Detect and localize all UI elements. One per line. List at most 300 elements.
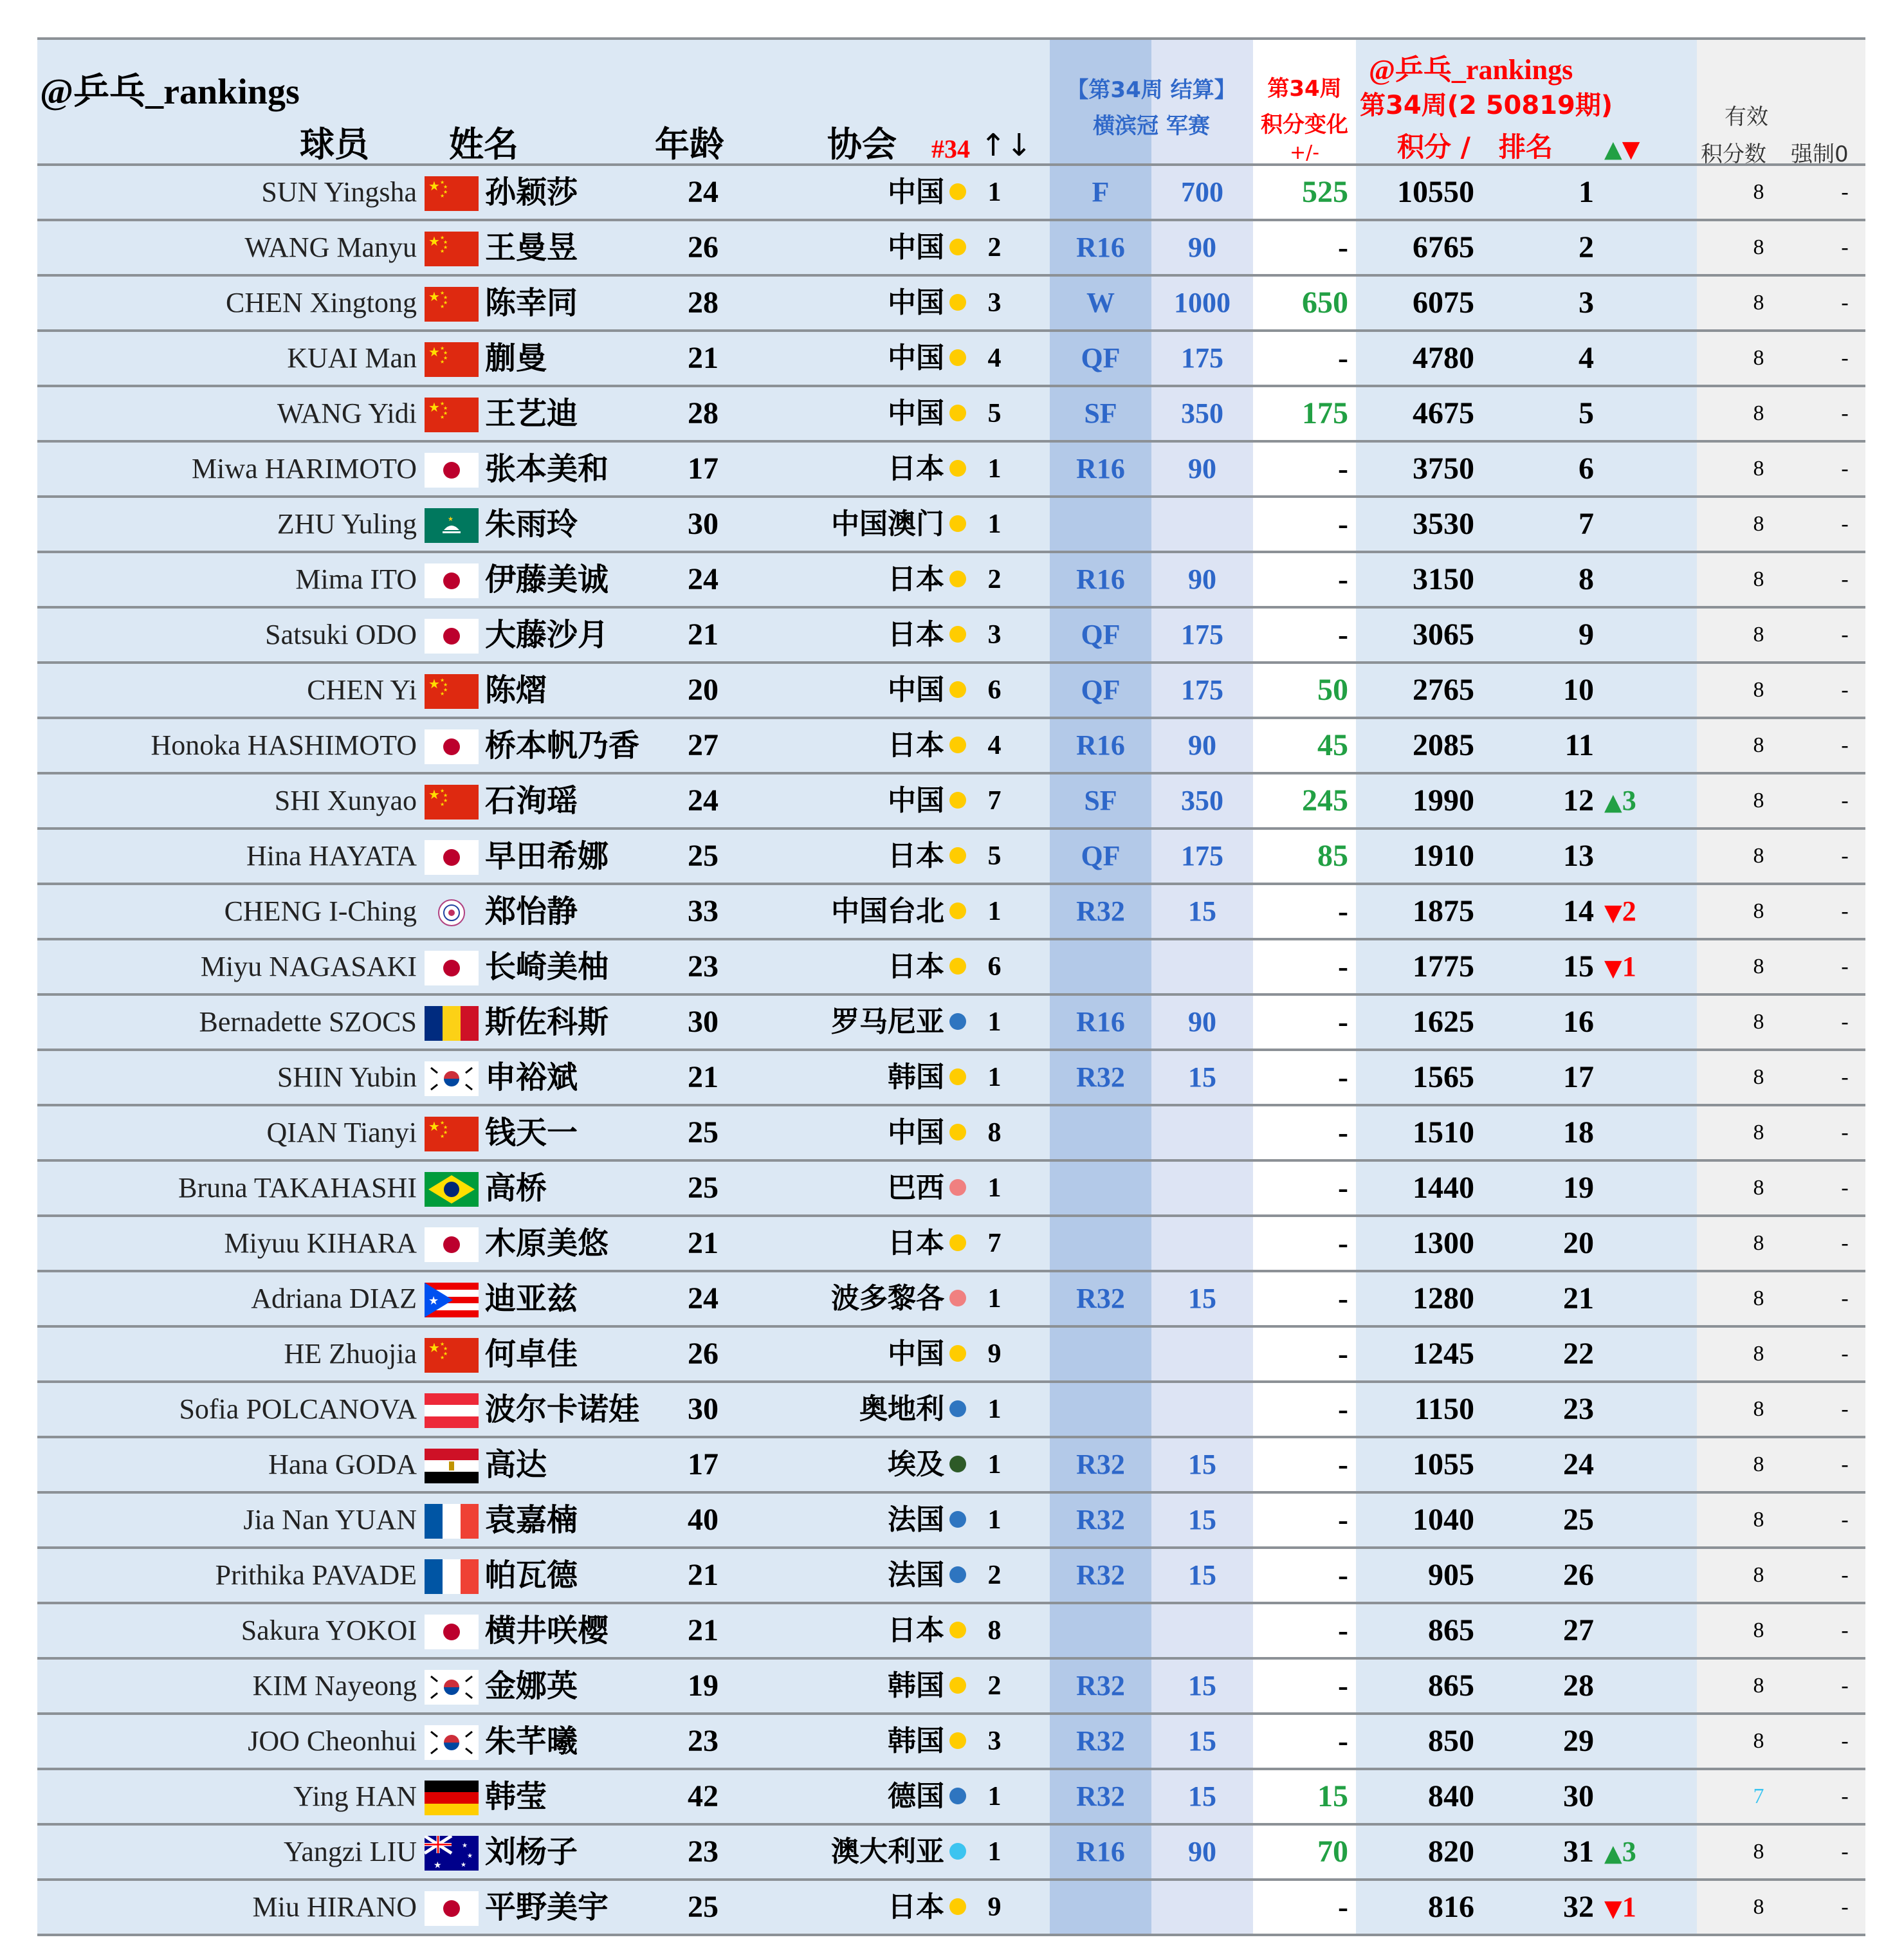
header-handle: @乒乓_rankings xyxy=(40,72,300,112)
event-round: R16 xyxy=(1076,232,1125,263)
valid-points-count: 8 xyxy=(1753,1287,1764,1310)
total-points: 10550 xyxy=(1397,175,1474,209)
header-association: 协会 xyxy=(827,124,897,165)
total-points: 1625 xyxy=(1413,1005,1474,1039)
association xyxy=(888,1715,966,1768)
svg-text:★: ★ xyxy=(428,178,440,194)
event-round xyxy=(1050,1604,1151,1657)
association-rank: 1 xyxy=(987,1395,1002,1424)
table-row xyxy=(37,1383,1865,1438)
continent-dot-icon xyxy=(949,847,966,864)
player-english-name: Bruna TAKAHASHI xyxy=(178,1172,417,1204)
event-round: QF xyxy=(1081,342,1121,374)
event-points xyxy=(1151,1328,1253,1380)
valid-points-count: 8 xyxy=(1753,1840,1764,1864)
player-age: 20 xyxy=(688,673,719,707)
rank-movement xyxy=(1604,1881,1636,1934)
association-rank: 4 xyxy=(987,731,1002,760)
svg-text:★: ★ xyxy=(428,344,440,360)
world-rank: 27 xyxy=(1563,1613,1594,1647)
player-age: 21 xyxy=(688,1060,719,1094)
total-points: 1040 xyxy=(1413,1503,1474,1537)
valid-points-count: 8 xyxy=(1753,1674,1764,1698)
total-points: 2765 xyxy=(1413,673,1474,707)
valid-points-count: 8 xyxy=(1753,401,1764,425)
svg-text:★: ★ xyxy=(440,414,445,420)
association-rank: 6 xyxy=(987,675,1002,705)
player-english-name: Miwa HARIMOTO xyxy=(192,453,417,484)
total-points: 6765 xyxy=(1413,230,1474,264)
event-round: R32 xyxy=(1076,1725,1125,1757)
player-chinese-name: 蒯曼 xyxy=(485,340,547,376)
table-row xyxy=(37,1438,1865,1494)
player-age: 26 xyxy=(688,1337,719,1371)
player-age: 24 xyxy=(688,783,719,818)
player-chinese-name: 横井咲樱 xyxy=(485,1613,609,1649)
valid-points-count: 8 xyxy=(1753,1176,1764,1200)
svg-text:★: ★ xyxy=(443,1351,448,1357)
svg-text:★: ★ xyxy=(440,193,445,199)
header-updown-icon xyxy=(1604,136,1640,163)
forced-zero: - xyxy=(1841,235,1849,259)
world-rank: 2 xyxy=(1579,230,1594,264)
event-points xyxy=(1151,1881,1253,1934)
table-header xyxy=(37,37,1865,166)
up-arrow-icon: ▲ xyxy=(1604,136,1622,163)
world-rank: 4 xyxy=(1579,341,1594,375)
total-points: 3530 xyxy=(1413,507,1474,541)
event-round: SF xyxy=(1084,398,1117,429)
player-age: 19 xyxy=(688,1669,719,1703)
world-rank: 1 xyxy=(1579,175,1594,209)
association-name: 中国澳门 xyxy=(831,508,944,540)
player-english-name: KUAI Man xyxy=(287,342,417,374)
continent-dot-icon xyxy=(949,1013,966,1030)
player-chinese-name: 韩莹 xyxy=(485,1779,547,1815)
world-rank: 19 xyxy=(1563,1171,1594,1205)
event-round xyxy=(1050,1328,1151,1380)
header-valid-line1: 有效 xyxy=(1725,104,1768,130)
forced-zero: - xyxy=(1841,1397,1849,1421)
table-row xyxy=(37,1604,1865,1660)
svg-text:★: ★ xyxy=(440,1120,445,1126)
svg-text:★: ★ xyxy=(462,1842,468,1849)
svg-text:★: ★ xyxy=(443,410,448,416)
japan-flag-icon xyxy=(425,729,479,764)
continent-dot-icon xyxy=(949,1456,966,1472)
valid-points-count: 8 xyxy=(1753,733,1764,757)
association xyxy=(888,940,966,993)
event-points: 15 xyxy=(1188,1781,1216,1812)
player-age: 17 xyxy=(688,452,719,486)
japan-flag-icon xyxy=(425,1891,479,1926)
macau-flag-icon xyxy=(425,508,479,543)
association-rank: 1 xyxy=(987,1837,1002,1867)
continent-dot-icon xyxy=(949,1290,966,1306)
association xyxy=(888,1438,966,1491)
points-change: - xyxy=(1338,1613,1348,1647)
event-round: QF xyxy=(1081,840,1121,872)
association xyxy=(831,996,966,1049)
valid-points-count: 8 xyxy=(1753,1010,1764,1034)
association-rank: 2 xyxy=(987,1561,1002,1590)
player-chinese-name: 孙颖莎 xyxy=(485,174,578,210)
points-change: - xyxy=(1338,230,1348,264)
association xyxy=(888,1770,966,1823)
player-age: 21 xyxy=(688,1226,719,1260)
forced-zero: - xyxy=(1841,512,1849,536)
header-forced-zero: 强制0 xyxy=(1791,142,1849,167)
svg-text:★: ★ xyxy=(443,239,448,245)
forced-zero: - xyxy=(1841,1121,1849,1144)
association-name: 中国 xyxy=(888,342,944,374)
china-flag-icon xyxy=(425,287,479,322)
player-age: 30 xyxy=(688,1392,719,1426)
points-change: - xyxy=(1338,618,1348,652)
world-rank: 20 xyxy=(1563,1226,1594,1260)
association-rank: 1 xyxy=(987,1450,1002,1479)
event-round: R32 xyxy=(1076,895,1125,927)
header-change-line3: +/- xyxy=(1289,142,1320,164)
france-flag-icon xyxy=(425,1504,479,1539)
total-points: 1280 xyxy=(1413,1281,1474,1315)
table-row xyxy=(37,996,1865,1051)
association-rank: 8 xyxy=(987,1118,1002,1148)
event-round: R16 xyxy=(1076,453,1125,484)
association-name: 韩国 xyxy=(888,1669,944,1702)
rank-movement-value: 1 xyxy=(1622,951,1636,982)
puertorico-flag-icon xyxy=(425,1283,479,1317)
total-points: 1565 xyxy=(1413,1060,1474,1094)
player-age: 24 xyxy=(688,1281,719,1315)
player-english-name: Prithika PAVADE xyxy=(215,1559,417,1591)
event-round: R32 xyxy=(1076,1449,1125,1480)
table-row xyxy=(37,332,1865,387)
association-rank: 1 xyxy=(987,1505,1002,1535)
table-row xyxy=(37,387,1865,443)
association-name: 奥地利 xyxy=(859,1393,944,1425)
svg-text:★: ★ xyxy=(443,682,448,688)
association-name: 中国 xyxy=(888,673,944,706)
table-row xyxy=(37,774,1865,830)
brazil-flag-icon xyxy=(425,1172,479,1207)
table-row xyxy=(37,1715,1865,1770)
valid-points-count: 8 xyxy=(1753,789,1764,812)
association xyxy=(888,1328,966,1380)
forced-zero: - xyxy=(1841,1563,1849,1587)
association-rank: 1 xyxy=(987,897,1002,926)
svg-text:★: ★ xyxy=(440,290,445,296)
player-english-name: SHI Xunyao xyxy=(274,785,417,816)
header-assoc-rank: #34 xyxy=(931,134,970,163)
japan-flag-icon xyxy=(425,1615,479,1649)
event-round: R16 xyxy=(1076,563,1125,595)
association-rank: 1 xyxy=(987,1284,1002,1314)
association-rank: 3 xyxy=(987,288,1002,318)
header-ranking-period: 第34周(2 50819期) xyxy=(1360,91,1613,120)
points-change: - xyxy=(1338,1115,1348,1149)
total-points: 1245 xyxy=(1413,1337,1474,1371)
association-name: 日本 xyxy=(888,839,944,872)
event-points xyxy=(1151,1162,1253,1214)
forced-zero: - xyxy=(1841,1895,1849,1919)
association-rank: 1 xyxy=(987,1007,1002,1037)
continent-dot-icon xyxy=(949,792,966,809)
player-age: 28 xyxy=(688,286,719,320)
association xyxy=(888,277,966,329)
forced-zero: - xyxy=(1841,291,1849,315)
china-flag-icon xyxy=(425,1338,479,1373)
player-chinese-name: 袁嘉楠 xyxy=(485,1502,578,1538)
association xyxy=(888,1051,966,1104)
points-change: - xyxy=(1338,1890,1348,1924)
rank-movement xyxy=(1604,774,1636,827)
player-english-name: Satsuki ODO xyxy=(265,619,417,650)
forced-zero: - xyxy=(1841,733,1849,757)
forced-zero: - xyxy=(1841,1674,1849,1698)
table-row xyxy=(37,1660,1865,1715)
event-points: 175 xyxy=(1181,674,1223,706)
table-row xyxy=(37,1162,1865,1217)
points-change: 50 xyxy=(1317,673,1348,707)
continent-dot-icon xyxy=(949,515,966,532)
association-name: 日本 xyxy=(888,563,944,596)
table-row xyxy=(37,885,1865,940)
world-rank: 8 xyxy=(1579,562,1594,596)
event-points: 15 xyxy=(1188,1670,1216,1701)
continent-dot-icon xyxy=(949,1677,966,1694)
world-rank: 6 xyxy=(1579,452,1594,486)
player-age: 23 xyxy=(688,1724,719,1758)
player-chinese-name: 陈熠 xyxy=(485,672,547,708)
valid-points-count: 8 xyxy=(1753,180,1764,204)
egypt-flag-icon xyxy=(425,1449,479,1483)
header-event-line1: 【第34周 结算】 xyxy=(1066,77,1236,103)
svg-text:★: ★ xyxy=(428,1119,440,1134)
svg-text:★: ★ xyxy=(443,792,448,798)
korea-flag-icon xyxy=(425,1061,479,1096)
svg-text:★: ★ xyxy=(440,1133,445,1139)
player-english-name: CHEN Xingtong xyxy=(226,287,417,318)
event-points: 90 xyxy=(1188,1836,1216,1867)
event-points: 90 xyxy=(1188,232,1216,263)
player-english-name: WANG Manyu xyxy=(244,232,417,263)
continent-dot-icon xyxy=(949,1566,966,1583)
association-rank: 1 xyxy=(987,1782,1002,1811)
svg-text:★: ★ xyxy=(434,1860,442,1871)
world-rank: 12 xyxy=(1563,783,1594,818)
association xyxy=(888,332,966,385)
player-english-name: QIAN Tianyi xyxy=(266,1117,417,1148)
ranking-table xyxy=(37,37,1865,1935)
points-change: - xyxy=(1338,1447,1348,1481)
event-points: 700 xyxy=(1181,176,1223,208)
svg-text:★: ★ xyxy=(443,189,448,195)
down-arrow-icon: ▼ xyxy=(1622,136,1640,163)
player-chinese-name: 斯佐科斯 xyxy=(485,1004,609,1040)
svg-text:★: ★ xyxy=(440,345,445,351)
player-english-name: Sofia POLCANOVA xyxy=(179,1393,417,1425)
svg-text:★: ★ xyxy=(443,244,448,250)
player-chinese-name: 刘杨子 xyxy=(485,1834,578,1870)
association-rank: 9 xyxy=(987,1892,1002,1922)
header-event-line2: 横滨冠 军赛 xyxy=(1093,113,1210,139)
player-age: 28 xyxy=(688,396,719,430)
association-name: 澳大利亚 xyxy=(831,1835,944,1868)
germany-flag-icon xyxy=(425,1781,479,1815)
player-chinese-name: 朱芊曦 xyxy=(485,1723,578,1759)
player-chinese-name: 王曼昱 xyxy=(485,230,578,266)
event-points: 15 xyxy=(1188,1449,1216,1480)
forced-zero: - xyxy=(1841,789,1849,812)
association-name: 日本 xyxy=(888,950,944,983)
world-rank: 32 xyxy=(1563,1890,1594,1924)
valid-points-count: 8 xyxy=(1753,1729,1764,1753)
continent-dot-icon xyxy=(949,1788,966,1804)
event-points: 15 xyxy=(1188,1283,1216,1314)
total-points: 1055 xyxy=(1413,1447,1474,1481)
event-points xyxy=(1151,1106,1253,1159)
association-rank: 1 xyxy=(987,454,1002,484)
svg-text:★: ★ xyxy=(443,295,448,300)
forced-zero: - xyxy=(1841,457,1849,481)
valid-points-count: 8 xyxy=(1753,1618,1764,1642)
points-change: - xyxy=(1338,452,1348,486)
rank-movement xyxy=(1604,885,1636,938)
total-points: 4780 xyxy=(1413,341,1474,375)
event-round xyxy=(1050,1383,1151,1436)
association-rank: 8 xyxy=(987,1616,1002,1645)
valid-points-count: 8 xyxy=(1753,291,1764,315)
svg-text:★: ★ xyxy=(440,677,445,683)
event-round xyxy=(1050,1106,1151,1159)
world-rank: 14 xyxy=(1563,894,1594,928)
valid-points-count: 8 xyxy=(1753,1563,1764,1587)
svg-text:★: ★ xyxy=(428,1294,439,1308)
event-points: 350 xyxy=(1181,398,1223,429)
forced-zero: - xyxy=(1841,1176,1849,1200)
player-chinese-name: 帕瓦德 xyxy=(485,1557,578,1593)
event-points xyxy=(1151,1217,1253,1270)
rank-movement-value: 3 xyxy=(1622,1836,1636,1867)
event-points: 1000 xyxy=(1174,287,1231,318)
association-rank: 1 xyxy=(987,1063,1002,1092)
forced-zero: - xyxy=(1841,623,1849,646)
svg-text:★: ★ xyxy=(440,235,445,241)
valid-points-count: 8 xyxy=(1753,457,1764,481)
event-round xyxy=(1050,1162,1151,1214)
total-points: 1910 xyxy=(1413,839,1474,873)
china-flag-icon xyxy=(425,674,479,709)
player-age: 21 xyxy=(688,341,719,375)
player-age: 33 xyxy=(688,894,719,928)
association-name: 中国台北 xyxy=(831,895,944,928)
svg-text:★: ★ xyxy=(440,179,445,185)
player-english-name: Bernadette SZOCS xyxy=(199,1006,417,1038)
continent-dot-icon xyxy=(949,626,966,643)
total-points: 4675 xyxy=(1413,396,1474,430)
rank-movement-value: 2 xyxy=(1622,895,1636,927)
association xyxy=(888,664,966,717)
continent-dot-icon xyxy=(949,1511,966,1528)
player-age: 27 xyxy=(688,728,719,762)
points-change: 45 xyxy=(1317,728,1348,762)
forced-zero: - xyxy=(1841,678,1849,702)
association-rank: 1 xyxy=(987,509,1002,539)
table-row xyxy=(37,1770,1865,1826)
valid-points-count: 8 xyxy=(1753,899,1764,923)
header-name: 姓名 xyxy=(449,124,518,165)
player-english-name: JOO Cheonhui xyxy=(248,1725,417,1757)
forced-zero: - xyxy=(1841,899,1849,923)
player-age: 23 xyxy=(688,949,719,984)
continent-dot-icon xyxy=(949,902,966,919)
player-chinese-name: 波尔卡诺娃 xyxy=(485,1391,640,1427)
event-points: 90 xyxy=(1188,729,1216,761)
association-rank: 2 xyxy=(987,565,1002,594)
player-chinese-name: 木原美悠 xyxy=(485,1225,609,1261)
header-ranking-handle: @乒乓_rankings xyxy=(1369,54,1573,86)
association xyxy=(888,387,966,440)
player-english-name: WANG Yidi xyxy=(277,398,417,429)
continent-dot-icon xyxy=(949,405,966,421)
player-chinese-name: 王艺迪 xyxy=(485,396,578,432)
player-chinese-name: 早田希娜 xyxy=(485,838,609,874)
tpe-flag-icon xyxy=(425,895,479,930)
event-points: 175 xyxy=(1181,342,1223,374)
france-flag-icon xyxy=(425,1559,479,1594)
event-round: R32 xyxy=(1076,1670,1125,1701)
table-row xyxy=(37,1272,1865,1328)
svg-text:★: ★ xyxy=(443,184,448,190)
japan-flag-icon xyxy=(425,619,479,654)
points-change: 15 xyxy=(1317,1779,1348,1813)
valid-points-count: 8 xyxy=(1753,346,1764,370)
event-points: 15 xyxy=(1188,1725,1216,1757)
event-round xyxy=(1050,1881,1151,1934)
down-arrow-icon: ▼ xyxy=(1604,1896,1622,1922)
forced-zero: - xyxy=(1841,844,1849,868)
event-round: R32 xyxy=(1076,1504,1125,1535)
forced-zero: - xyxy=(1841,401,1849,425)
svg-text:★: ★ xyxy=(443,798,448,803)
association xyxy=(831,885,966,938)
player-english-name: CHENG I-Ching xyxy=(224,895,417,927)
forced-zero: - xyxy=(1841,1065,1849,1089)
association-name: 韩国 xyxy=(888,1061,944,1094)
world-rank: 28 xyxy=(1563,1669,1594,1703)
valid-points-count: 8 xyxy=(1753,1065,1764,1089)
down-arrow-icon: ▼ xyxy=(1604,900,1622,926)
total-points: 1775 xyxy=(1413,949,1474,984)
player-age: 25 xyxy=(688,839,719,873)
association-name: 中国 xyxy=(888,784,944,817)
world-rank: 23 xyxy=(1563,1392,1594,1426)
continent-dot-icon xyxy=(949,958,966,975)
association xyxy=(888,1549,966,1602)
sort-icon[interactable]: ↑↓ xyxy=(980,127,1032,163)
table-row xyxy=(37,221,1865,277)
svg-text:★: ★ xyxy=(461,1862,466,1869)
total-points: 850 xyxy=(1428,1724,1474,1758)
event-round: SF xyxy=(1084,785,1117,816)
total-points: 905 xyxy=(1428,1558,1474,1592)
association xyxy=(888,221,966,274)
continent-dot-icon xyxy=(949,1898,966,1915)
korea-flag-icon xyxy=(425,1670,479,1705)
japan-flag-icon xyxy=(425,1227,479,1262)
world-rank: 10 xyxy=(1563,673,1594,707)
